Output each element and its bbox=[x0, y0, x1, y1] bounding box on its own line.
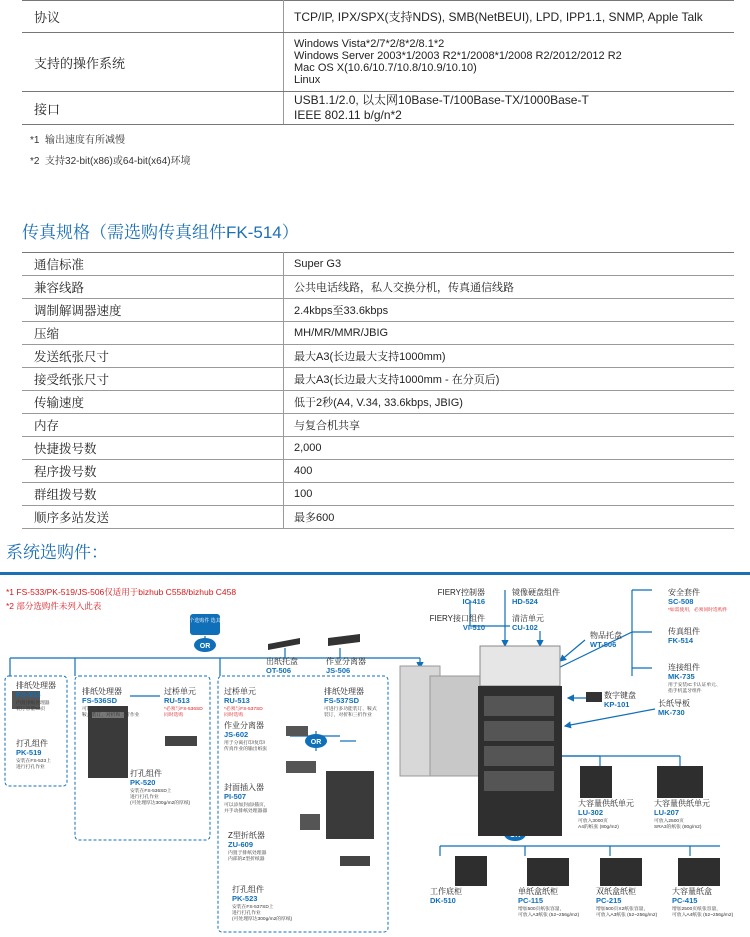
fax-spec-value: 2,000 bbox=[284, 437, 735, 460]
select-one-label bbox=[184, 617, 225, 624]
punch-520-note: 进行打孔作业 bbox=[130, 795, 159, 800]
connect-code: MK-735 bbox=[668, 672, 695, 681]
table-row bbox=[22, 92, 734, 125]
pc115-note: 可放入A3纸张 (52~256g/m2) bbox=[518, 913, 580, 918]
lcu-207-image bbox=[657, 766, 703, 798]
fax-spec-key: 调制解调器速度 bbox=[22, 299, 284, 322]
fax-spec-value: 最大A3(长边最大支持1000mm) bbox=[284, 345, 735, 368]
job-sep2-code: JS-602 bbox=[224, 730, 249, 739]
lcu-302-image bbox=[580, 766, 612, 798]
keypad-image bbox=[586, 692, 602, 702]
table-row bbox=[22, 345, 734, 368]
mirror-hdd-code: HD-524 bbox=[512, 597, 538, 606]
job-sep2-note: 传真作业的输出纸张 bbox=[224, 747, 268, 752]
cleaner-name: 清洁单元 bbox=[512, 614, 544, 623]
lcu-302-code: LU-302 bbox=[578, 808, 604, 817]
lcu-207-note: SRA3的纸张 (80g/m2) bbox=[654, 825, 702, 830]
lcu-207-note: 可放入2500页 bbox=[654, 819, 684, 824]
spec-key: 支持的操作系统 bbox=[22, 33, 284, 92]
fin-536-note: 可进行多功能装订、 bbox=[82, 707, 126, 712]
pc215-note: 增加500页X2纸张容量， bbox=[596, 907, 649, 912]
table-row bbox=[22, 253, 734, 276]
table-row bbox=[22, 299, 734, 322]
fax-spec-value: 最大A3(长边最大支持1000mm - 在分页后) bbox=[284, 368, 735, 391]
job-sep-code: JS-506 bbox=[326, 666, 351, 675]
inserter-name: 封面插入器 bbox=[224, 783, 264, 792]
long-guide-code: MK-730 bbox=[658, 708, 685, 717]
fax-spec-value: 100 bbox=[284, 483, 735, 506]
fin-533-name: 排纸处理器 bbox=[16, 681, 56, 690]
mirror-hdd-name: 镜像硬盘组件 bbox=[512, 588, 560, 597]
fax-spec-value: 公共电话线路，私人交换分机，传真通信线路 bbox=[284, 276, 735, 299]
fax-spec-value: 400 bbox=[284, 460, 735, 483]
table-row bbox=[22, 1, 734, 33]
fax-spec-key: 顺序多站发送 bbox=[22, 506, 284, 529]
zfold-note: 内部的Z型折纸器 bbox=[228, 857, 265, 862]
finisher-fs537-image bbox=[326, 771, 374, 839]
fiery-if-code: VI-510 bbox=[462, 623, 485, 632]
punch-523-code: PK-523 bbox=[232, 894, 258, 903]
security-name: 安全套件 bbox=[668, 588, 700, 597]
fax-spec-key: 传输速度 bbox=[22, 391, 284, 414]
lcu-207-name: 大容量供纸单元 bbox=[654, 799, 710, 808]
connect-note: 用于安装IC卡认证单元、 bbox=[668, 683, 721, 688]
inserter-note: 并手动排纸处理器器 bbox=[224, 809, 268, 814]
punch-520-name: 打孔组件 bbox=[130, 769, 162, 778]
table-row bbox=[22, 483, 734, 506]
punch-523-note: 安装在FS-537SD上 bbox=[232, 905, 274, 910]
pc415-name: 大容量纸盒 bbox=[672, 887, 712, 896]
fin-533-note: 装订容量50页 bbox=[16, 707, 46, 712]
relay-a-note: *必须与FS-536SD bbox=[164, 707, 203, 712]
options-diagram bbox=[0, 576, 750, 937]
out-tray-code: OT-506 bbox=[266, 666, 292, 675]
lcu-302-name: 大容量供纸单元 bbox=[578, 799, 634, 808]
os-line: Windows Server 2003*1/2003 R2*1/2008*1/2008 R2/2012/2012 R2 bbox=[294, 50, 622, 62]
fax-kit-code: FK-514 bbox=[668, 636, 694, 645]
keypad-name: 数字键盘 bbox=[604, 691, 636, 700]
os-line: Windows Vista*2/7*2/8*2/8.1*2 bbox=[294, 38, 445, 50]
pc115-code: PC-115 bbox=[518, 896, 544, 905]
security-note: *如需使用，必须同时选购件 bbox=[668, 608, 728, 613]
keypad-code: KP-101 bbox=[604, 700, 630, 709]
fiery-ctrl-code: IC-416 bbox=[462, 597, 485, 606]
zfold-note: 内置于排纸处理器 bbox=[228, 851, 267, 856]
fax-spec-table bbox=[22, 252, 734, 529]
table-row bbox=[22, 460, 734, 483]
or-label: OR bbox=[310, 739, 322, 746]
fax-spec-value: 与复合机共享 bbox=[284, 414, 735, 437]
punch-523-note: (可处理厚达300g/m2的厚纸) bbox=[232, 917, 293, 922]
interface-line: USB1.1/2.0, 以太网10Base-T/100Base-TX/1000Base-T bbox=[294, 93, 589, 107]
table-row bbox=[22, 437, 734, 460]
pc215-code: PC-215 bbox=[596, 896, 622, 905]
spec-value: TCP/IP, IPX/SPX(支持NDS), SMB(NetBEUI), LPD, IPP1.1, SNMP, Apple Talk bbox=[284, 1, 735, 33]
spec-value bbox=[284, 33, 735, 92]
lcu-302-note: 可放入3000页 bbox=[578, 819, 608, 824]
relay-b-note: 同时选购 bbox=[224, 713, 244, 718]
connect-note: 指手机蓝牙组件 bbox=[668, 689, 702, 694]
table-row bbox=[22, 391, 734, 414]
table-row bbox=[22, 276, 734, 299]
spec-key: 接口 bbox=[22, 92, 284, 125]
zfold-zu609-image bbox=[300, 814, 320, 830]
table-row bbox=[22, 33, 734, 92]
fax-spec-key: 内存 bbox=[22, 414, 284, 437]
pc115-note: 增加500页纸张容量， bbox=[518, 907, 565, 912]
footnote-text: 支持32-bit(x86)或64-bit(x64)环境 bbox=[45, 156, 191, 167]
table-row bbox=[22, 506, 734, 529]
fax-spec-key: 快捷拨号数 bbox=[22, 437, 284, 460]
punch-520-note: (可处理厚达300g/m2的厚纸) bbox=[130, 801, 191, 806]
out-tray-image bbox=[268, 638, 300, 650]
cleaner-code: CU-102 bbox=[512, 623, 538, 632]
fin-537-note: 装订，对折和三折作业 bbox=[324, 713, 372, 718]
punch-pk523-image bbox=[340, 856, 370, 866]
job-separator-js506-image bbox=[328, 634, 360, 646]
punch-pk520-image bbox=[165, 736, 197, 746]
fax-spec-key: 发送纸张尺寸 bbox=[22, 345, 284, 368]
footnote bbox=[30, 151, 191, 172]
punch-523-note: 进行打孔作业 bbox=[232, 911, 261, 916]
cabinet-images bbox=[455, 856, 720, 886]
inserter-code: PI-507 bbox=[224, 792, 247, 801]
inserter-note: 可以添加封面/插页， bbox=[224, 803, 269, 808]
fax-spec-key: 群组拨号数 bbox=[22, 483, 284, 506]
goods-tray-name: 物品托盘 bbox=[590, 631, 622, 640]
job-sep-name: 作业分离器 bbox=[326, 657, 366, 666]
table-row bbox=[22, 368, 734, 391]
pc415-code: PC-415 bbox=[672, 896, 698, 905]
fin-536-note: 鞍式装订，对折和三折作业 bbox=[82, 713, 140, 718]
long-guide-name: 长纸导板 bbox=[658, 699, 690, 708]
spec-key: 协议 bbox=[22, 1, 284, 33]
fax-spec-value: 2.4kbps至33.6kbps bbox=[284, 299, 735, 322]
punch-519-note: 安装在FS-533上 bbox=[16, 759, 51, 764]
fin-537-name: 排纸处理器 bbox=[324, 687, 364, 696]
security-code: SC-508 bbox=[668, 597, 694, 606]
fax-spec-value: MH/MR/MMR/JBIG bbox=[284, 322, 735, 345]
os-line: Mac OS X(10.6/10.7/10.8/10.9/10.10) bbox=[294, 62, 477, 74]
fin-536-name: 排纸处理器 bbox=[82, 687, 122, 696]
desk-name: 工作底柜 bbox=[430, 887, 462, 896]
relay-b-name: 过桥单元 bbox=[224, 687, 256, 696]
job-sep2-note: 用于分离打印/复印/ bbox=[224, 741, 266, 746]
fax-spec-key: 兼容线路 bbox=[22, 276, 284, 299]
relay-a-code: RU-513 bbox=[164, 696, 190, 705]
options-title: 系统选购件： bbox=[6, 543, 108, 562]
fax-spec-title: 传真规格（需选购传真组件FK-514） bbox=[22, 223, 299, 242]
spec-value bbox=[284, 92, 735, 125]
spec-table-top bbox=[22, 0, 734, 125]
punch-523-name: 打孔组件 bbox=[232, 885, 264, 894]
fin-533-note: 内置排纸处理器 bbox=[16, 701, 50, 706]
job-separator-js602-image bbox=[286, 726, 308, 736]
table-row bbox=[22, 322, 734, 345]
punch-520-code: PK-520 bbox=[130, 778, 156, 787]
fiery-ctrl-name: FIERY控制器 bbox=[437, 588, 485, 597]
fin-536-code: FS-536SD bbox=[82, 696, 118, 705]
relay-b-code: RU-513 bbox=[224, 696, 250, 705]
out-tray-name: 出纸托盘 bbox=[266, 657, 298, 666]
footnote-text: 输出速度有所减慢 bbox=[45, 135, 126, 146]
footnote-mark: *1 bbox=[30, 135, 40, 146]
punch-520-note: 安装在FS-536SD上 bbox=[130, 789, 172, 794]
fiery-if-name: FIERY接口组件 bbox=[429, 614, 485, 623]
fax-spec-key: 通信标准 bbox=[22, 253, 284, 276]
inserter-pi507-image bbox=[286, 761, 316, 773]
punch-519-code: PK-519 bbox=[16, 748, 42, 757]
relay-b-note: *必须与FS-537SD bbox=[224, 707, 263, 712]
fin-537-code: FS-537SD bbox=[324, 696, 360, 705]
pc115-name: 单纸盒纸柜 bbox=[518, 887, 558, 896]
relay-a-name: 过桥单元 bbox=[164, 687, 196, 696]
pc415-note: 可放入A4纸张 (52~256g/m2) bbox=[672, 913, 734, 918]
table-row bbox=[22, 414, 734, 437]
footnote bbox=[30, 130, 191, 151]
lcu-207-code: LU-207 bbox=[654, 808, 680, 817]
fax-spec-key: 程序拨号数 bbox=[22, 460, 284, 483]
fin-537-note: 可进行多功能装订、鞍式 bbox=[324, 707, 377, 712]
fax-spec-value: 低于2秒(A4, V.34, 33.6kbps, JBIG) bbox=[284, 391, 735, 414]
fax-spec-key: 压缩 bbox=[22, 322, 284, 345]
relay-a-note: 同时选购 bbox=[164, 713, 184, 718]
diagram-note-1: *1 FS-533/PK-519/JS-506仅适用于bizhub C558/bizhub C458 bbox=[6, 587, 237, 597]
zfold-name: Z型折纸器 bbox=[228, 831, 265, 840]
interface-line: IEEE 802.11 b/g/n*2 bbox=[294, 108, 402, 122]
options-divider bbox=[0, 572, 750, 575]
footnote-mark: *2 bbox=[30, 156, 40, 167]
os-line: Linux bbox=[294, 74, 321, 86]
job-sep2-name: 作业分离器 bbox=[224, 721, 264, 730]
fax-spec-value: Super G3 bbox=[284, 253, 735, 276]
zfold-code: ZU-609 bbox=[228, 840, 254, 849]
fax-kit-name: 传真组件 bbox=[668, 627, 700, 636]
footnotes bbox=[30, 130, 191, 172]
pc215-note: 可放入A3纸张 (52~256g/m2) bbox=[596, 913, 658, 918]
connect-name: 连接组件 bbox=[668, 663, 700, 672]
desk-code: DK-510 bbox=[430, 896, 456, 905]
fax-spec-key: 接受纸张尺寸 bbox=[22, 368, 284, 391]
lcu-302-note: A4的纸张 (80g/m2) bbox=[578, 825, 619, 830]
punch-519-note: 进行打孔作业 bbox=[16, 765, 45, 770]
goods-tray-code: WT-506 bbox=[590, 640, 617, 649]
diagram-note-2: *2 部分选购件未列入此表 bbox=[6, 601, 102, 611]
fax-spec-value: 最多600 bbox=[284, 506, 735, 529]
fin-533-code: FS-533 bbox=[16, 690, 41, 699]
mfp-illustration bbox=[400, 646, 562, 836]
or-label: OR bbox=[199, 643, 211, 650]
punch-519-name: 打孔组件 bbox=[16, 739, 48, 748]
pc415-note: 增加2500页纸张容量， bbox=[672, 907, 722, 912]
pc215-name: 双纸盒纸柜 bbox=[596, 887, 636, 896]
select-one-text: 五个选购件 选其一 bbox=[184, 618, 226, 624]
